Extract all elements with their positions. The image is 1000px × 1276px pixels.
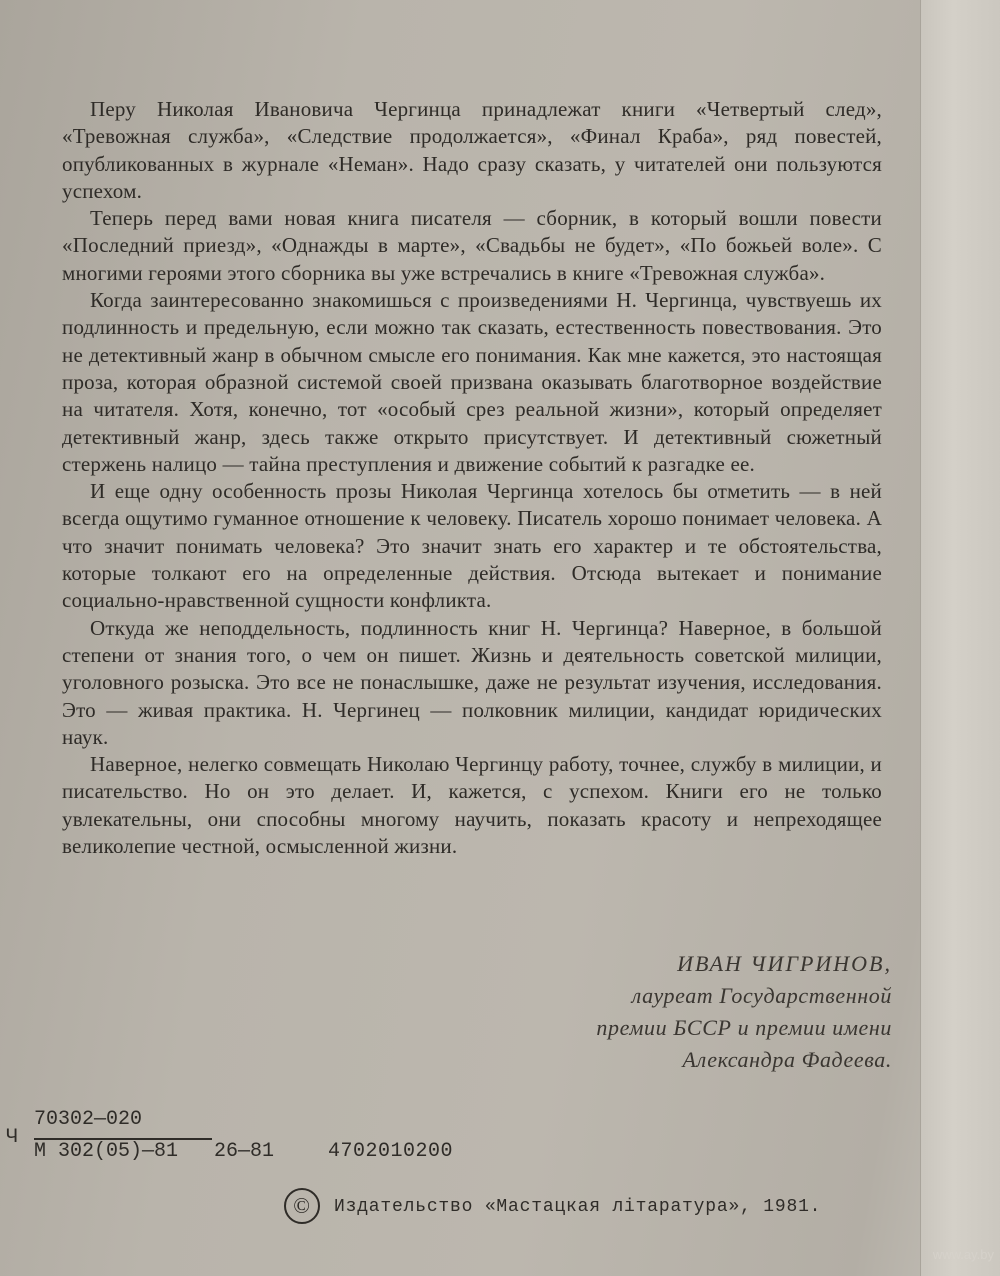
- copyright-line: [284, 1188, 924, 1224]
- paragraph-2: Теперь перед вами новая книга писателя — сборник, в который вошли повести «Последний приезд», «Однажды в марте», «Свадьбы не будет», «По божьей воле». С многими героями этого сборника вы уже встречались в книге «Тревожная служба».: [62, 206, 882, 285]
- paragraph-5: Откуда же неподдельность, подлинность книг Н. Чергинца? Наверное, в большой степени от знания того, о чем он пишет. Жизнь и деятельность советской милиции, уголовного розыска. Это все не понаслышке, даже не результат изучения, исследования. Это — живая практика. Н. Чергинец — полковник милиции, кандидат юридических наук.: [62, 615, 882, 749]
- paragraph-4: И еще одну особенность прозы Николая Чергинца хотелось бы отметить — в ней всегда ощутимо гуманное отношение к человеку. Писатель хорошо понимает человека. А что значит понимать человека? Это значит знать его характер и те обстоятельства, которые толкают его на определенные действия. Отсюда вытекает и понимание социально-нравственной сущности конфликта.: [62, 479, 882, 613]
- imprint-code-2: 4702010200: [328, 1140, 454, 1163]
- author-title-line-1: лауреат Государственной: [631, 983, 892, 1008]
- imprint-numerator: 70302—020: [34, 1108, 143, 1131]
- copyright-text: Издательство «Мастацкая літаратура», 1981.: [334, 1196, 822, 1217]
- paragraph-3: Когда заинтересованно знакомишься с произведениями Н. Чергинца, чувствуешь их подлинность и предельную, если можно так сказать, естественность повествования. Это не детективный жанр в обычном смысле его понимания. Как мне кажется, это настоящая проза, которая образной системой своей призвана оказывать благотворное воздействие на читателя. Хотя, конечно, тот «особый срез реальной жизни», который определяет детективный жанр, здесь также открыто присутствует. И детективный сюжетный стержень налицо — тайна преступления и движение событий к разгадке ее.: [62, 288, 882, 476]
- paragraph-1: Перу Николая Ивановича Чергинца принадлежат книги «Четвертый след», «Тревожная служба», «Следствие продолжается», «Финал Краба», ряд повестей, опубликованных в журнале «Неман». Надо сразу сказать, у читателей они пользуются успехом.: [62, 97, 882, 203]
- author-title-line-2: премии БССР и премии имени: [596, 1015, 892, 1040]
- author-title-line-3: Александра Фадеева.: [682, 1047, 892, 1072]
- imprint-letter: Ч: [6, 1126, 19, 1149]
- preface-text: [62, 96, 882, 860]
- paragraph-6: Наверное, нелегко совмещать Николаю Чергинцу работу, точнее, службу в милиции, и писательство. Но он это делает. И, кажется, с успехом. Книги его не только увлекательны, они способны многому научить, показать красоту и непреходящее великолепие честной, осмысленной жизни.: [62, 752, 882, 859]
- copyright-icon: ©: [284, 1188, 320, 1224]
- imprint-code-1: 26—81: [214, 1140, 275, 1163]
- page-edge: [920, 0, 1000, 1276]
- publication-imprint: [6, 1108, 566, 1188]
- author-name: ИВАН ЧИГРИНОВ,: [677, 951, 892, 976]
- imprint-denominator: М 302(05)—81: [34, 1140, 179, 1163]
- signature-block: [372, 948, 892, 1076]
- watermark: www.ay.by: [932, 1247, 994, 1262]
